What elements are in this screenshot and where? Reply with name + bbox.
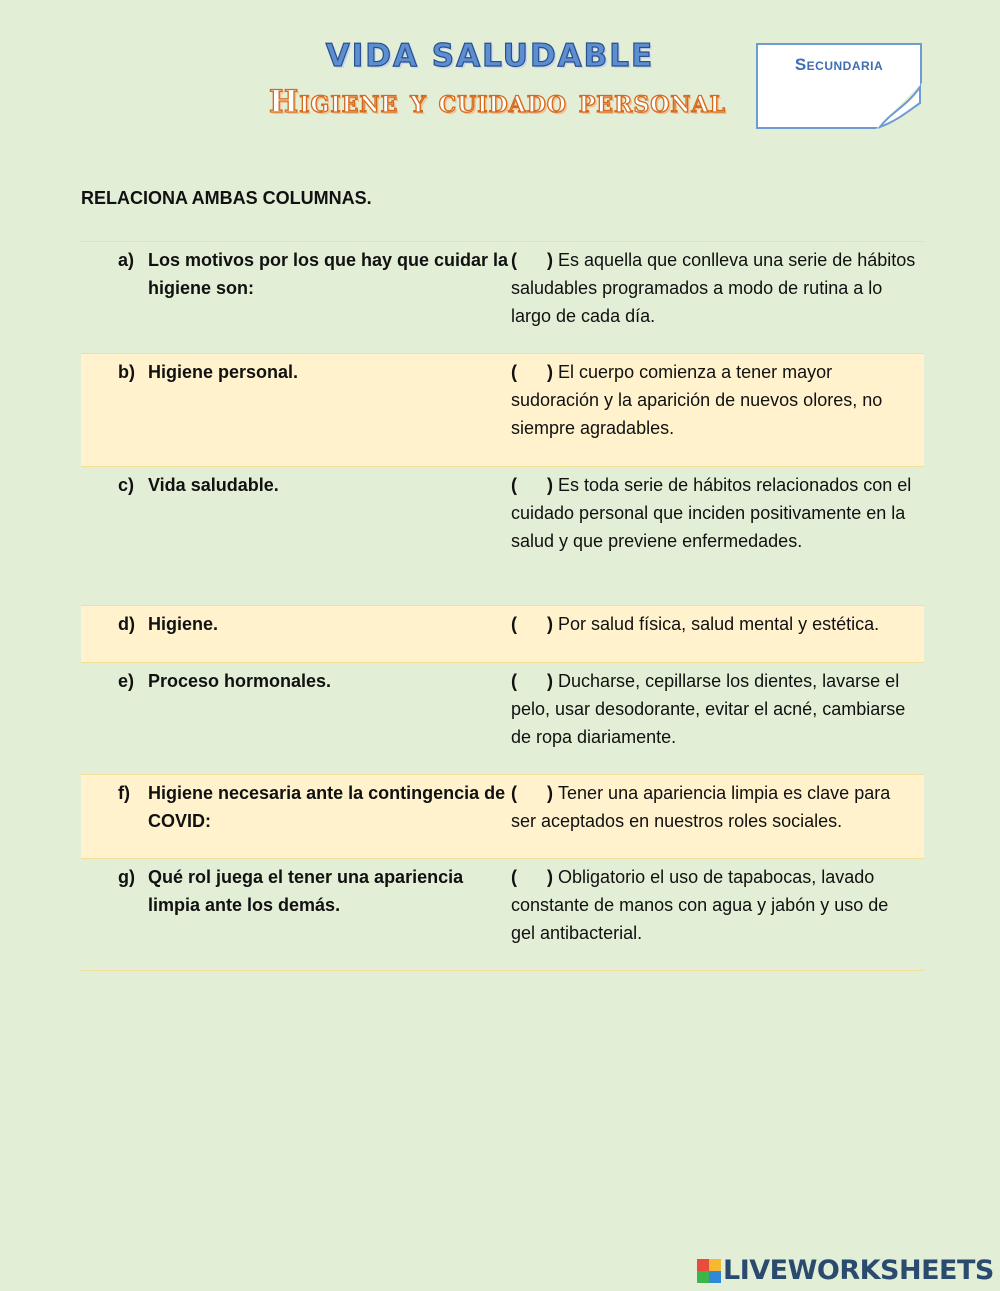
instruction-text: RELACIONA AMBAS COLUMNAS.	[81, 188, 372, 208]
definition-cell	[511, 242, 924, 353]
term-cell	[81, 775, 511, 858]
definition-cell	[511, 775, 924, 858]
definition-cell	[511, 606, 924, 662]
liveworksheets-logo-text: LIVEWORKSHEETS	[723, 1255, 994, 1286]
definition-text: Es toda serie de hábitos relacionados con el cuidado personal que inciden positivamente en la salud y que previene enfermedades.	[511, 475, 912, 551]
match-row	[81, 663, 924, 775]
term-text: Qué rol juega el tener una apariencia limpia ante los demás.	[148, 867, 464, 915]
page-curl-icon	[876, 83, 922, 129]
match-row	[81, 242, 924, 354]
level-badge-label: Secundaria	[794, 55, 884, 74]
term-cell	[81, 606, 511, 662]
term-letter: e)	[118, 671, 135, 691]
match-row	[81, 354, 924, 467]
term-cell	[81, 354, 511, 466]
term-text: Higiene.	[148, 614, 219, 634]
term-text: Proceso hormonales.	[148, 671, 332, 691]
definition-text: Tener una apariencia limpia es clave para ser aceptados en nuestros roles sociales.	[511, 783, 891, 831]
answer-blank[interactable]: ( )	[511, 867, 554, 887]
answer-blank[interactable]: ( )	[511, 250, 554, 270]
definition-cell	[511, 354, 924, 466]
definition-text: El cuerpo comienza a tener mayor sudoración y la aparición de nuevos olores, no siempre agradables.	[511, 362, 883, 438]
match-row	[81, 606, 924, 663]
worksheet-title: VIDA SALUDABLE	[325, 38, 655, 74]
worksheet-subtitle: Higiene y cuidado personal	[268, 84, 727, 120]
answer-blank[interactable]: ( )	[511, 362, 554, 382]
term-letter: g)	[118, 867, 135, 887]
term-text: Higiene personal.	[148, 362, 299, 382]
term-cell	[81, 663, 511, 774]
definition-text: Ducharse, cepillarse los dientes, lavarse el pelo, usar desodorante, evitar el acné, cambiarse de ropa diariamente.	[511, 671, 906, 747]
match-row	[81, 467, 924, 606]
liveworksheets-logo	[697, 1255, 994, 1286]
answer-blank[interactable]: ( )	[511, 614, 554, 634]
answer-blank[interactable]: ( )	[511, 671, 554, 691]
term-letter: a)	[118, 250, 135, 270]
term-cell	[81, 467, 511, 605]
match-row	[81, 775, 924, 859]
liveworksheets-logo-icon	[697, 1259, 721, 1283]
term-cell	[81, 242, 511, 353]
definition-text: Obligatorio el uso de tapabocas, lavado constante de manos con agua y jabón y uso de gel antibacterial.	[511, 867, 889, 943]
matching-table	[81, 241, 924, 971]
match-row	[81, 859, 924, 971]
level-badge	[756, 43, 922, 129]
definition-text: Por salud física, salud mental y estética.	[558, 614, 880, 634]
answer-blank[interactable]: ( )	[511, 475, 554, 495]
definition-text: Es aquella que conlleva una serie de hábitos saludables programados a modo de rutina a lo largo de cada día.	[511, 250, 916, 326]
definition-cell	[511, 663, 924, 774]
term-letter: b)	[118, 362, 135, 382]
term-letter: c)	[118, 475, 135, 495]
definition-cell	[511, 859, 924, 970]
answer-blank[interactable]: ( )	[511, 783, 554, 803]
term-text: Los motivos por los que hay que cuidar la higiene son:	[148, 250, 509, 298]
term-cell	[81, 859, 511, 970]
term-letter: d)	[118, 614, 135, 634]
term-letter: f)	[118, 783, 130, 803]
term-text: Higiene necesaria ante la contingencia de COVID:	[148, 783, 506, 831]
definition-cell	[511, 467, 924, 605]
term-text: Vida saludable.	[148, 475, 279, 495]
